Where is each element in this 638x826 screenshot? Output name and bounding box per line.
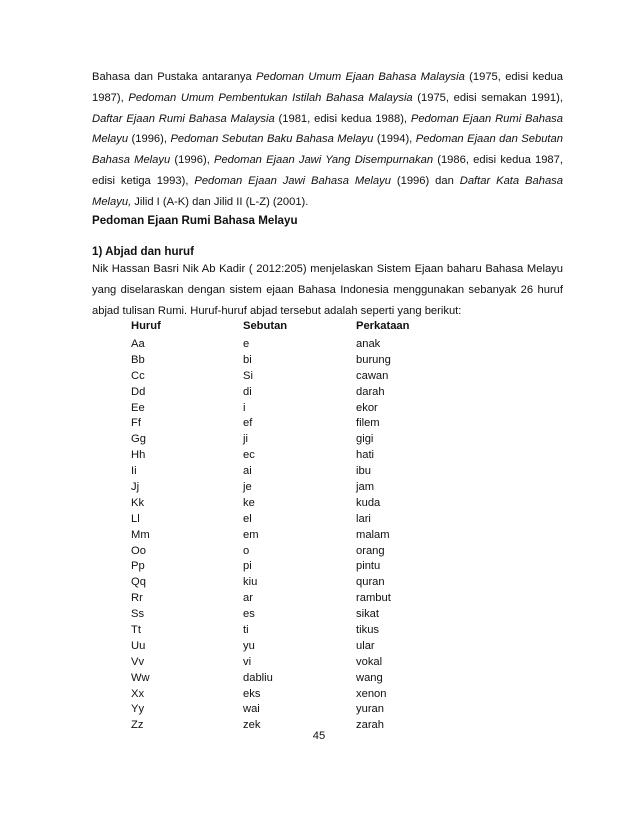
cell-perkataan: zarah bbox=[356, 719, 384, 732]
cell-perkataan: vokal bbox=[356, 655, 383, 668]
cell-huruf: Hh bbox=[131, 449, 146, 462]
cell-huruf: Ii bbox=[131, 465, 137, 478]
cell-perkataan: gigi bbox=[356, 433, 374, 446]
cell-huruf: Ll bbox=[131, 512, 140, 525]
cell-perkataan: filem bbox=[356, 417, 380, 430]
table-row bbox=[92, 481, 572, 497]
table-row bbox=[92, 465, 572, 481]
table-row bbox=[92, 433, 572, 449]
page-number: 45 bbox=[312, 730, 326, 742]
cell-huruf: Xx bbox=[131, 687, 145, 700]
table-row bbox=[92, 576, 572, 592]
alphabet-table bbox=[92, 320, 572, 735]
cell-perkataan: sikat bbox=[356, 608, 380, 621]
italic-title: Pedoman Ejaan Jawi Yang Disempurnakan bbox=[214, 154, 434, 167]
cell-huruf: Bb bbox=[131, 353, 145, 366]
table-row bbox=[92, 545, 572, 561]
table-row bbox=[92, 370, 572, 386]
cell-perkataan: pintu bbox=[356, 560, 381, 573]
cell-huruf: Gg bbox=[131, 433, 146, 446]
cell-huruf: Ff bbox=[131, 417, 141, 430]
cell-sebutan: je bbox=[243, 481, 252, 494]
cell-huruf: Vv bbox=[131, 655, 145, 668]
cell-perkataan: burung bbox=[356, 353, 391, 366]
intro-text: (1981, edisi kedua 1988), bbox=[274, 112, 411, 125]
cell-sebutan: yu bbox=[243, 639, 255, 652]
italic-title: Pedoman Sebutan Baku Bahasa Melayu bbox=[170, 133, 374, 146]
cell-perkataan: rambut bbox=[356, 592, 391, 605]
cell-huruf: Ss bbox=[131, 608, 145, 621]
table-row bbox=[92, 624, 572, 640]
cell-sebutan: ec bbox=[243, 449, 255, 462]
cell-huruf: Zz bbox=[131, 719, 144, 732]
cell-perkataan: cawan bbox=[356, 369, 389, 382]
cell-huruf: Jj bbox=[131, 481, 140, 494]
cell-sebutan: i bbox=[243, 401, 246, 414]
cell-sebutan: ke bbox=[243, 496, 255, 509]
intro-text: (1996), bbox=[170, 154, 214, 167]
intro-text: (1996), bbox=[128, 133, 171, 146]
cell-huruf: Cc bbox=[131, 369, 145, 382]
table-row bbox=[92, 513, 572, 529]
cell-perkataan: quran bbox=[356, 576, 385, 589]
intro-text: (1996) dan bbox=[390, 174, 460, 187]
cell-sebutan: ef bbox=[243, 417, 253, 430]
cell-huruf: Yy bbox=[131, 703, 145, 716]
cell-sebutan: em bbox=[243, 528, 259, 541]
subsection-title: 1) Abjad dan huruf bbox=[92, 245, 194, 258]
cell-huruf: Uu bbox=[131, 639, 146, 652]
intro-text: (1975, edisi kedua 1987), bbox=[92, 71, 563, 104]
cell-sebutan: kiu bbox=[243, 576, 258, 589]
table-row bbox=[92, 402, 572, 418]
cell-perkataan: yuran bbox=[356, 703, 384, 716]
cell-sebutan: es bbox=[243, 608, 255, 621]
cell-huruf: Qq bbox=[131, 576, 146, 589]
cell-sebutan: ai bbox=[243, 465, 252, 478]
cell-perkataan: xenon bbox=[356, 687, 387, 700]
cell-sebutan: e bbox=[243, 338, 250, 350]
italic-title: Pedoman Umum Ejaan Bahasa Malaysia bbox=[256, 71, 465, 83]
italic-title: Pedoman Ejaan Rumi Bahasa Melayu bbox=[92, 112, 563, 146]
table-row bbox=[92, 386, 572, 402]
cell-huruf: Mm bbox=[131, 528, 150, 541]
cell-sebutan: ar bbox=[243, 592, 253, 605]
intro-text: (1986, edisi kedua 1987, edisi ketiga 1993), bbox=[92, 154, 563, 187]
header-sebutan: Sebutan bbox=[243, 320, 288, 332]
table-row bbox=[92, 608, 572, 624]
cell-huruf: Ww bbox=[131, 671, 150, 684]
italic-title: Daftar Kata Bahasa Melayu, bbox=[92, 174, 564, 208]
cell-sebutan: ti bbox=[243, 624, 249, 637]
cell-perkataan: malam bbox=[356, 528, 390, 541]
cell-sebutan: bi bbox=[243, 353, 252, 366]
table-row bbox=[92, 703, 572, 719]
cell-perkataan: ekor bbox=[356, 401, 378, 414]
cell-perkataan: orang bbox=[356, 544, 385, 557]
cell-perkataan: lari bbox=[356, 512, 371, 525]
section-title: Pedoman Ejaan Rumi Bahasa Melayu bbox=[92, 214, 298, 227]
table-row bbox=[92, 656, 572, 672]
cell-sebutan: el bbox=[243, 512, 252, 525]
italic-title: Daftar Ejaan Rumi Bahasa Malaysia bbox=[92, 112, 275, 125]
table-row bbox=[92, 592, 572, 608]
table-row bbox=[92, 688, 572, 704]
table-row bbox=[92, 449, 572, 465]
cell-sebutan: vi bbox=[243, 655, 252, 668]
table-row bbox=[92, 529, 572, 545]
cell-perkataan: tikus bbox=[356, 624, 380, 637]
table-row bbox=[92, 497, 572, 513]
header-perkataan: Perkataan bbox=[356, 320, 410, 332]
table-row bbox=[92, 417, 572, 433]
cell-perkataan: anak bbox=[356, 338, 381, 350]
cell-perkataan: hati bbox=[356, 449, 375, 462]
table-row bbox=[92, 672, 572, 688]
table-header-row bbox=[92, 320, 572, 338]
italic-title: Pedoman Ejaan dan Sebutan Bahasa Melayu bbox=[92, 133, 563, 167]
cell-huruf: Ee bbox=[131, 401, 145, 414]
cell-perkataan: jam bbox=[356, 481, 375, 494]
cell-sebutan: eks bbox=[243, 687, 261, 700]
cell-sebutan: dabliu bbox=[243, 671, 273, 684]
cell-huruf: Oo bbox=[131, 544, 146, 557]
table-row bbox=[92, 560, 572, 576]
cell-sebutan: di bbox=[243, 385, 252, 398]
cell-perkataan: ular bbox=[356, 639, 375, 652]
intro-paragraph bbox=[92, 67, 563, 213]
cell-huruf: Dd bbox=[131, 385, 146, 398]
header-huruf: Huruf bbox=[131, 320, 161, 332]
italic-title: Pedoman Umum Pembentukan Istilah Bahasa Malaysia bbox=[128, 91, 413, 104]
cell-sebutan: zek bbox=[243, 719, 261, 732]
cell-sebutan: ji bbox=[243, 433, 248, 446]
intro-text: (1975, edisi semakan 1991), bbox=[412, 91, 563, 104]
intro-text: (1994), bbox=[373, 133, 416, 146]
intro-text: Bahasa dan Pustaka antaranya bbox=[92, 71, 257, 83]
cell-huruf: Pp bbox=[131, 560, 145, 573]
intro-text: Jilid I (A-K) dan Jilid II (L-Z) (2001). bbox=[131, 195, 309, 208]
cell-perkataan: kuda bbox=[356, 496, 381, 509]
cell-sebutan: Si bbox=[243, 369, 253, 382]
cell-perkataan: wang bbox=[356, 671, 383, 684]
cell-sebutan: wai bbox=[243, 703, 260, 716]
cell-huruf: Tt bbox=[131, 624, 141, 637]
cell-sebutan: o bbox=[243, 544, 250, 557]
cell-huruf: Rr bbox=[131, 592, 143, 605]
table-row bbox=[92, 640, 572, 656]
body-paragraph: Nik Hassan Basri Nik Ab Kadir ( 2012:205) menjelaskan Sistem Ejaan baharu Bahasa Melayu yang diselaraskan dengan sistem ejaan Bahasa Indonesia menggunakan sebanyak 26 huruf abjad tulisan Rumi. Huruf-huruf abjad tersebut adalah seperti yang berikut: bbox=[92, 263, 563, 317]
italic-title: Pedoman Ejaan Jawi Bahasa Melayu bbox=[194, 174, 391, 187]
cell-perkataan: ibu bbox=[356, 465, 371, 478]
table-row bbox=[92, 354, 572, 370]
cell-perkataan: darah bbox=[356, 385, 385, 398]
table-row bbox=[92, 338, 572, 354]
cell-sebutan: pi bbox=[243, 560, 252, 573]
cell-huruf: Kk bbox=[131, 496, 145, 509]
cell-huruf: Aa bbox=[131, 338, 145, 350]
